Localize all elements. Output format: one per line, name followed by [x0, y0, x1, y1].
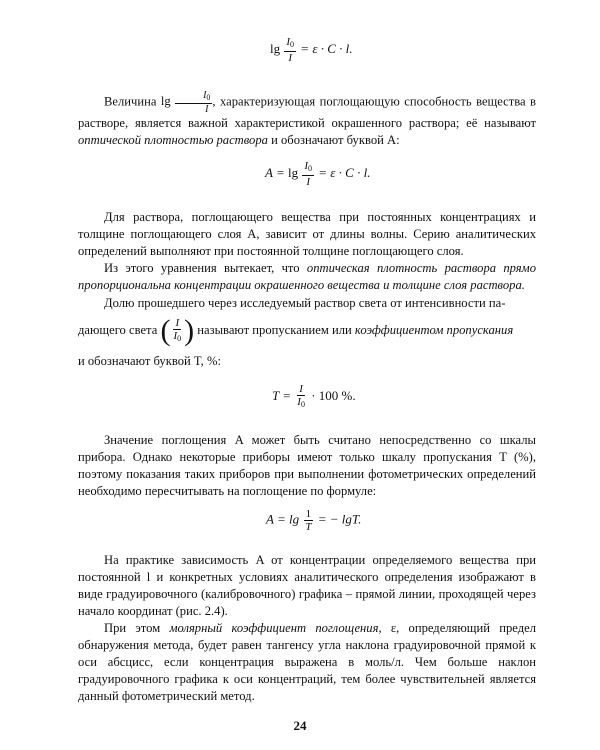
fraction: $\frac{I_0}{I}$ — [286, 36, 295, 64]
equation-3: T = $\frac{I}{I_0}$ · 100 %. — [272, 383, 356, 409]
paragraph-4: Долю прошедшего через исследуемый раствор света от интенсивности па- — [104, 296, 506, 310]
paragraph-1: Величина lg $\frac{I_0}{I}$ , характеризующая поглощающую способность вещества в растворе, является важной характеристикой окрашенного раствора; её называют оптической плотностью раствора и обозначают буквой A: — [78, 90, 536, 147]
page-number: 24 — [293, 718, 307, 733]
equation-1: lg $\frac{I_0}{I}$ = ε · C · l. — [270, 36, 353, 64]
fraction: $\frac{I}{I_0}$ — [297, 383, 305, 409]
paragraph-6: На практике зависимость A от концентрации определяемого вещества при постоянной l и конкретных условиях аналитического определения изображают в виде градуировочного (калибровочного) графика – прямой линии, проходящей через начало координат (рис. 2.4). — [78, 553, 536, 618]
fraction: $\frac{I_0}{I}$ — [304, 160, 313, 188]
paragraph-4-line-2: дающего света ( $\frac{I}{I_0}$ ) называют пропусканием или коэффициентом пропускания — [78, 314, 514, 347]
fraction-in-parentheses: ( $\frac{I}{I_0}$ ) — [160, 314, 195, 347]
fraction: $\frac{1}{T}$ — [305, 508, 312, 533]
paragraph-5: Значение поглощения A может быть считано непосредственно со шкалы прибора. Однако некоторые приборы имеют только шкалу пропускания T (%), поэтому показания таких приборов при выполнении фотометрических определений необходимо пересчитывать на поглощение по формуле: — [78, 433, 536, 498]
equation-4: A = lg $\frac{1}{T}$ = − lgT. — [266, 508, 362, 533]
paragraph-4-line-3: и обозначают буквой T, %: — [78, 354, 221, 368]
paragraph-2: Для раствора, поглощающего вещества при постоянных концентрациях и толщине поглощающего слоя A, зависит от длины волны. Серию аналитических определений выполняют при постоянной толщине поглощающего слоя. — [78, 210, 536, 258]
equation-2: A = lg $\frac{I_0}{I}$ = ε · C · l. — [265, 160, 371, 188]
paragraph-3: Из этого уравнения вытекает, что оптическая плотность раствора прямо пропорциональна концентрации окрашенного вещества и толщине слоя раствора. — [78, 261, 536, 292]
paragraph-7: При этом молярный коэффициент поглощения, ε, определяющий предел обнаружения метода, будет равен тангенсу угла наклона градуировочной прямой к оси абсцисс, если концентрация выражена в моль/л. Чем больше наклон градуировочного графика к оси концентраций, тем более чувствительней является данный фотометрический метод. — [78, 621, 536, 703]
